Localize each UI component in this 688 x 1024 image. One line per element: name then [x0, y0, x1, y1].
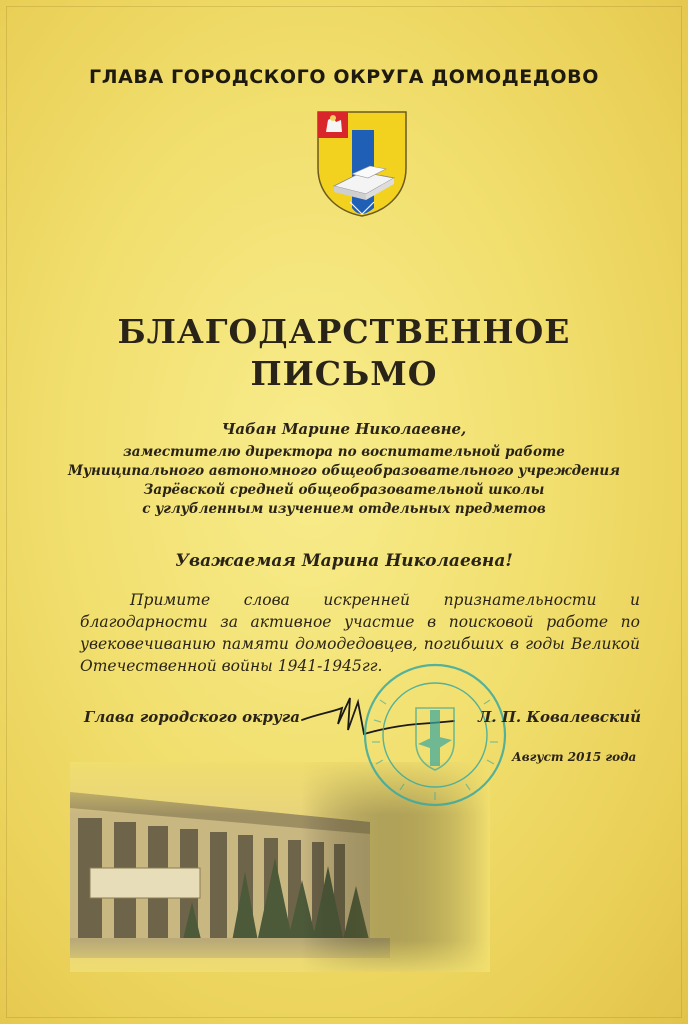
greeting: Уважаемая Марина Николаевна! — [175, 551, 513, 571]
official-stamp-icon — [360, 660, 510, 810]
recipient-line: с углубленным изучением отдельных предметов — [142, 501, 546, 517]
recipient-line: Муниципального автономного общеобразовательного учреждения — [68, 463, 620, 479]
recipient-line: Зарёвской средней общеобразовательной школы — [143, 482, 545, 498]
recipient-line: заместителю директора по воспитательной работе — [123, 444, 565, 460]
signatory-name: Л. П. Ковалевский — [478, 708, 642, 726]
letter-body-first-line: Примите слова искренней признательности и — [130, 591, 640, 609]
letter-body-rest: благодарности за активное участие в поисковой работе по увековечиванию памяти домодедовцев, погибших в годы Великой Отечественной войны 1941-1945гг. — [80, 613, 640, 675]
recipient-name: Чабан Марине Николаевне, — [221, 420, 467, 438]
document-title-line-2: ПИСЬМО — [250, 354, 438, 393]
coat-of-arms-icon — [314, 108, 410, 218]
document-title-line-1: БЛАГОДАРСТВЕННОЕ — [117, 312, 571, 351]
issue-date: Август 2015 года — [512, 750, 637, 764]
signatory-position: Глава городского округа — [84, 708, 300, 726]
issuer-heading: ГЛАВА ГОРОДСКОГО ОКРУГА ДОМОДЕДОВО — [89, 66, 599, 88]
